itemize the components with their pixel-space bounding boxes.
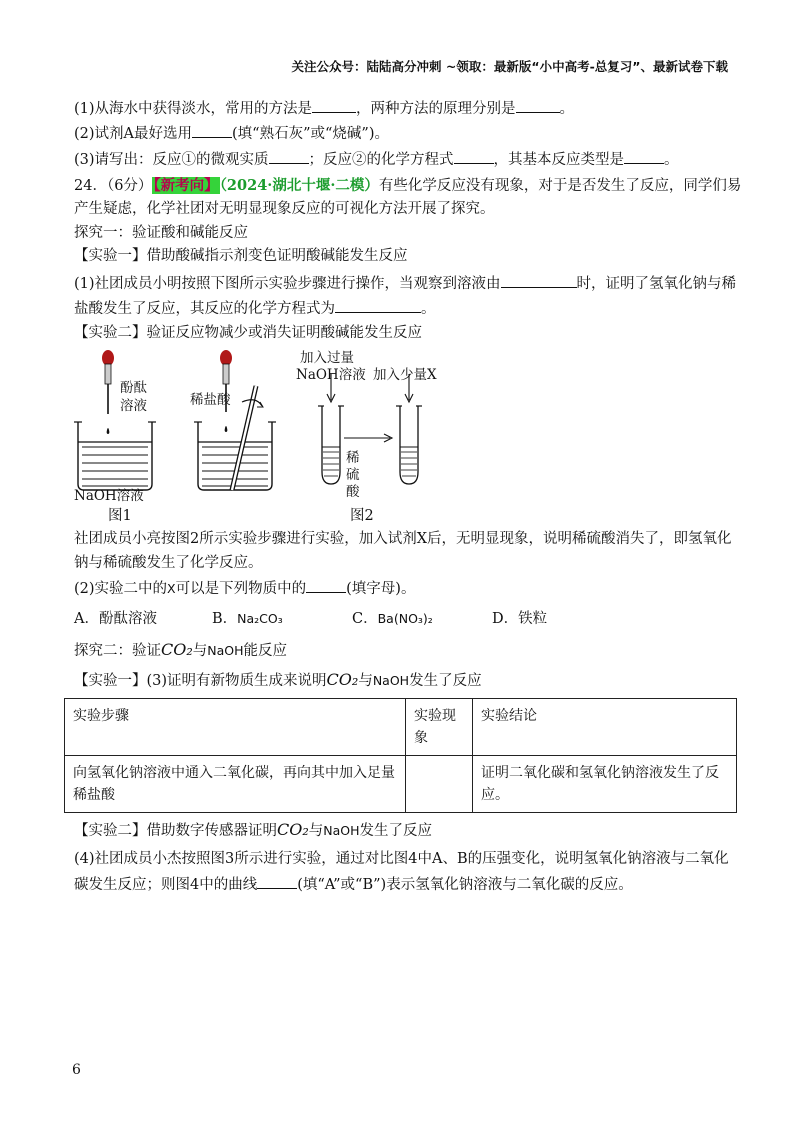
experiment-one-title: 【实验一】借助酸碱指示剂变色证明酸碱能发生反应 — [74, 248, 408, 264]
q24-intro-line1: 24．（6分）【新考向】（2024·湖北十堰·二模）有些化学反应没有现象，对于是否发生了反应，同学们易 — [74, 177, 742, 194]
test-tube-right — [396, 374, 422, 484]
q24-intro-line2: 产生疑虑，化学社团对无明显现象反应的可视化方法开展了探究。 — [74, 201, 495, 217]
question-source: （2024·湖北十堰·二模） — [219, 177, 379, 194]
q23-part2: (2)试剂A最好选用 (填“熟石灰”或“烧碱”)。 — [74, 123, 389, 144]
q24-part1-line2: 盐酸发生了反应，其反应的化学方程式为 。 — [74, 298, 436, 319]
experiment-three-title: 【实验一】(3)证明有新物质生成来说明CO₂与NaOH发生了反应 — [74, 670, 482, 689]
option-c: C．Ba(NO₃)₂ — [352, 611, 433, 627]
option-b: B．Na₂CO₃ — [212, 611, 283, 627]
figure-1-caption: 图1 — [108, 508, 132, 524]
experiment-four-title: 【实验二】借助数字传感器证明CO₂与NaOH发生了反应 — [74, 820, 433, 839]
indicator-label-line1: 酚酞 — [120, 380, 147, 396]
cell-conclusion: 证明二氧化碳和氢氧化钠溶液发生了反应。 — [473, 756, 737, 813]
q24-part4-line2: 碳发生反应；则图4中的曲线 (填“A”或“B”)表示氢氧化钠溶液与二氧化碳的反应。 — [74, 874, 633, 895]
new-direction-tag: 【新考向】 — [153, 177, 219, 194]
sulfuric-acid-label-1: 稀 — [346, 450, 360, 466]
q24-part2: (2)实验二中的X可以是下列物质中的 (填字母)。 — [74, 578, 415, 599]
table-header-row — [65, 699, 737, 756]
paragraph-2-line1: 社团成员小亮按图2所示实验步骤进行实验，加入试剂X后，无明显现象，说明稀硫酸消失了，即氢氧化 — [74, 531, 732, 547]
naoh-solution-label: NaOH溶液 — [74, 488, 144, 504]
add-naoh-label-line2: NaOH溶液 — [296, 367, 366, 383]
header-conclusion: 实验结论 — [473, 699, 737, 756]
test-tube-left — [318, 374, 344, 484]
sulfuric-acid-label-2: 硫 — [346, 467, 360, 483]
header-phenomenon: 实验现象 — [406, 699, 473, 756]
header-steps: 实验步骤 — [65, 699, 406, 756]
add-x-label: 加入少量X — [373, 367, 437, 383]
table-row — [65, 756, 737, 813]
acid-label: 稀盐酸 — [190, 392, 231, 408]
option-d: D．铁粒 — [492, 611, 548, 627]
page-header: 关注公众号：陆陆高分冲刺 ~领取：最新版“小中高考-总复习”、最新试卷下载 — [291, 59, 728, 74]
beaker-middle — [194, 350, 276, 490]
option-a: A．酚酞溶液 — [74, 611, 157, 627]
q24-part4-line1: (4)社团成员小杰按照图3所示进行实验，通过对比图4中A、B的压强变化，说明氢氧化钠溶液与二氧化 — [74, 851, 729, 867]
add-naoh-label-line1: 加入过量 — [300, 350, 354, 366]
experiment-two-title: 【实验二】验证反应物减少或消失证明酸碱能发生反应 — [74, 325, 422, 341]
q23-part3: (3)请写出：反应①的微观实质 ；反应②的化学方程式 ，其基本反应类型是 。 — [74, 149, 679, 170]
q23-part1: (1)从海水中获得淡水，常用的方法是 ，两种方法的原理分别是 。 — [74, 98, 574, 119]
beaker-left — [74, 350, 156, 490]
paragraph-2-line2: 钠与稀硫酸发生了化学反应。 — [74, 555, 263, 571]
cell-phenomenon — [406, 756, 473, 813]
sulfuric-acid-label-3: 酸 — [346, 484, 360, 500]
q24-part1-line1: (1)社团成员小明按照下图所示实验步骤进行操作，当观察到溶液由 时，证明了氢氧化钠与稀 — [74, 273, 736, 294]
inquiry-two-title: 探究二：验证CO₂与NaOH能反应 — [74, 640, 288, 659]
figure-2-caption: 图2 — [350, 508, 374, 524]
experiment-table — [64, 698, 737, 813]
inquiry-one-title: 探究一：验证酸和碱能反应 — [74, 225, 248, 241]
indicator-label-line2: 溶液 — [120, 398, 147, 414]
cell-steps: 向氢氧化钠溶液中通入二氧化碳，再向其中加入足量稀盐酸 — [65, 756, 406, 813]
page-number: 6 — [72, 1062, 81, 1078]
